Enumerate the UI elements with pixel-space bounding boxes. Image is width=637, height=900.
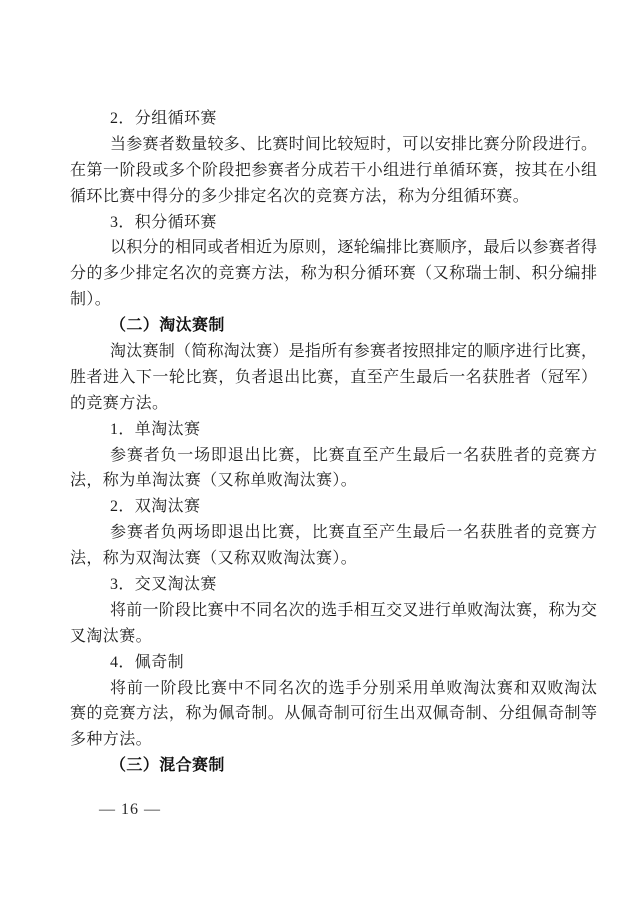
numbered-heading: 3．积分循环赛 (110, 213, 217, 231)
text-line: 参赛者负两场即退出比赛，比赛直至产生最后一名获胜者的竞赛方 (110, 524, 597, 542)
section-heading: （二）淘汰赛制 (110, 317, 225, 335)
text-line: 法，称为双淘汰赛（又称双败淘汰赛）。 (70, 550, 358, 568)
text-line: 在第一阶段或多个阶段把参赛者分成若干小组进行单循环赛，按其在小组 (70, 161, 597, 179)
text-line: 赛的竞赛方法，称为佩奇制。从佩奇制可衍生出双佩奇制、分组佩奇制等 (70, 705, 597, 723)
numbered-heading: 4．佩奇制 (110, 653, 185, 671)
text-line: 叉淘汰赛。 (70, 627, 153, 645)
numbered-heading: 3．交叉淘汰赛 (110, 576, 217, 594)
section-heading: （三）混合赛制 (110, 757, 225, 775)
text-line: 循环比赛中得分的多少排定名次的竞赛方法，称为分组循环赛。 (70, 187, 530, 205)
text-line: 淘汰赛制（简称淘汰赛）是指所有参赛者按照排定的顺序进行比赛， (110, 343, 597, 361)
text-line: 参赛者负一场即退出比赛，比赛直至产生最后一名获胜者的竞赛方 (110, 446, 597, 464)
numbered-heading: 1．单淘汰赛 (110, 420, 201, 438)
page-number: — 16 — (99, 801, 161, 818)
text-line: 以积分的相同或者相近为原则，逐轮编排比赛顺序，最后以参赛者得 (110, 239, 597, 257)
numbered-heading: 2．分组循环赛 (110, 110, 217, 127)
text-line: 多种方法。 (70, 731, 153, 749)
text-line: 当参赛者数量较多、比赛时间比较短时，可以安排比赛分阶段进行。 (110, 135, 597, 153)
text-line: 分的多少排定名次的竞赛方法，称为积分循环赛（又称瑞士制、积分编排 (70, 265, 597, 283)
text-line: 制）。 (70, 291, 112, 309)
text-line: 将前一阶段比赛中不同名次的选手相互交叉进行单败淘汰赛，称为交 (110, 601, 597, 619)
text-line: 将前一阶段比赛中不同名次的选手分别采用单败淘汰赛和双败淘汰 (110, 679, 597, 697)
text-line: 胜者进入下一轮比赛，负者退出比赛，直至产生最后一名获胜者（冠军） (70, 368, 597, 386)
text-line: 法，称为单淘汰赛（又称单败淘汰赛）。 (70, 472, 358, 490)
text-line: 的竞赛方法。 (70, 394, 169, 412)
numbered-heading: 2．双淘汰赛 (110, 498, 201, 516)
document-body (70, 106, 597, 779)
